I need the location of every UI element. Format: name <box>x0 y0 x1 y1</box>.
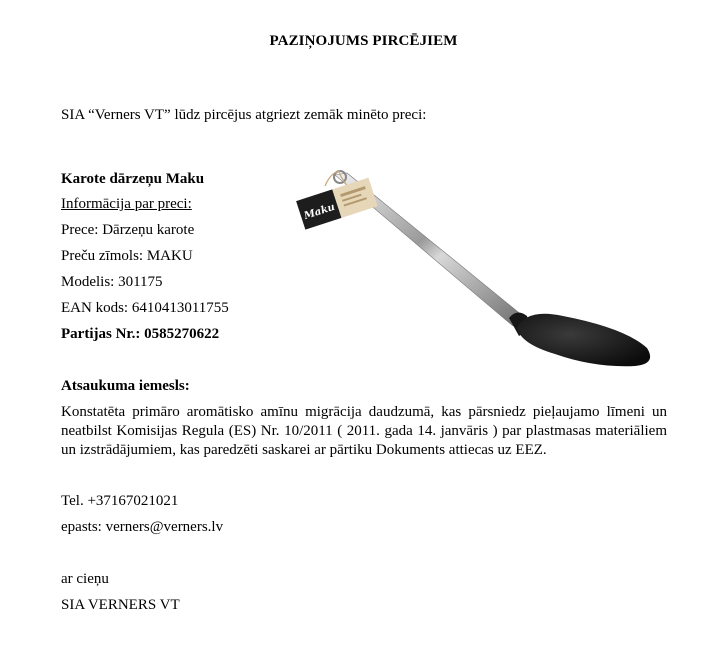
info-heading: Informācija par preci: <box>61 196 192 212</box>
product-name: Karote dārzeņu Maku <box>61 171 205 187</box>
ean-line: EAN kods: 6410413011755 <box>61 300 229 316</box>
intro-text: SIA “Verners VT” lūdz pircējus atgriezt zemāk minēto preci: <box>61 107 427 123</box>
reason-text: Konstatēta primāro aromātisko amīnu migrācija daudzumā, kas pārsniedz pieļaujamo līmeni un neatbilst Komisijas Regula (ES) Nr. 10/2011 ( 2011. gada 14. janvāris ) par plastmasas materiāliem un izstrādājumiem, kas paredzēti saskarei ar pārtiku Dokuments attiecas uz EEZ. <box>61 404 667 458</box>
reason-heading: Atsaukuma iemesls: <box>61 378 190 394</box>
product-line: Prece: Dārzeņu karote <box>61 222 195 238</box>
model-line: Modelis: 301175 <box>61 274 163 290</box>
email-line: epasts: verners@verners.lv <box>61 519 224 535</box>
spoon-product-image <box>295 168 655 373</box>
batch-line: Partijas Nr.: 0585270622 <box>61 326 220 342</box>
notice-title: PAZIŅOJUMS PIRCĒJIEM <box>269 33 458 49</box>
phone-line: Tel. +37167021021 <box>61 493 179 509</box>
signature: SIA VERNERS VT <box>61 597 180 613</box>
closing-text: ar cieņu <box>61 571 109 587</box>
brand-line: Preču zīmols: MAKU <box>61 248 193 264</box>
tag-logo-text: Maku <box>302 201 337 223</box>
